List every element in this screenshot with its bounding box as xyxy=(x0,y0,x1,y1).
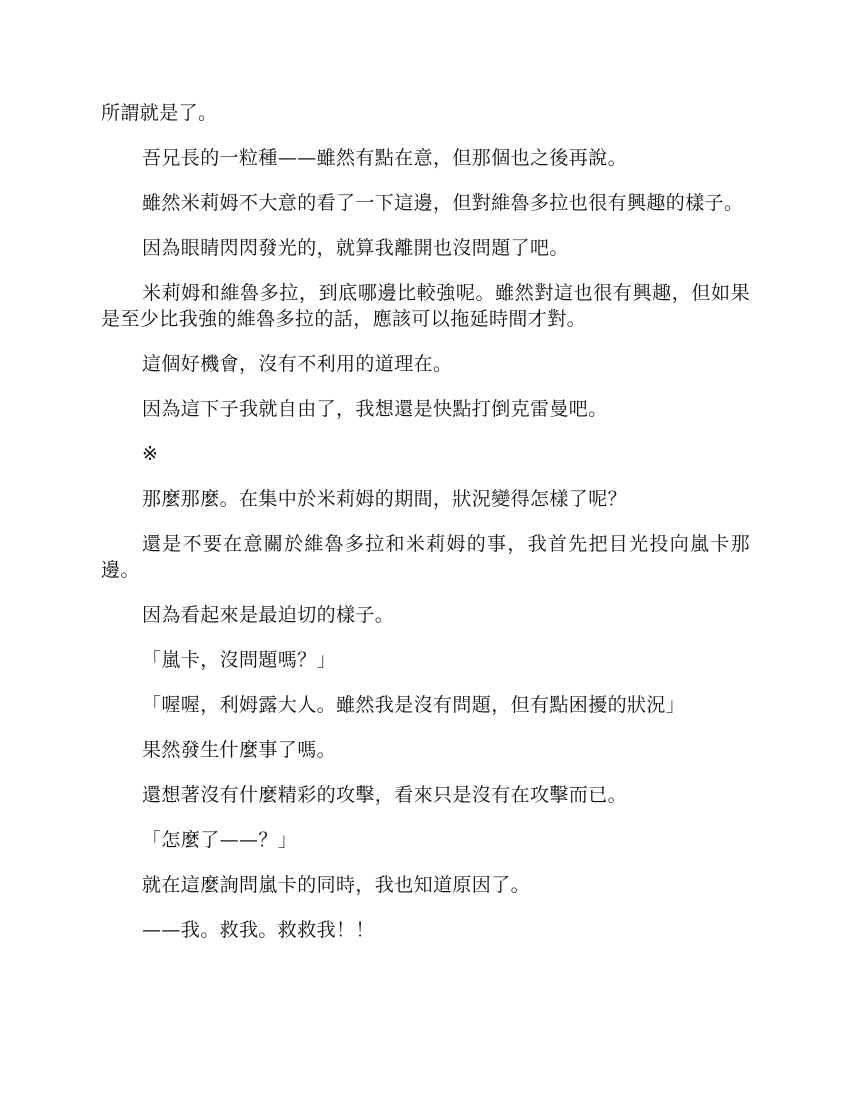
paragraph: 米莉姆和維魯多拉，到底哪邊比較強呢。雖然對這也很有興趣，但如果是至少比我強的維魯多拉的話，應該可以拖延時間才對。 xyxy=(101,282,750,330)
paragraph: 因為看起來是最迫切的樣子。 xyxy=(142,604,395,626)
paragraph: 因為這下子我就自由了，我想還是快點打倒克雷曼吧。 xyxy=(142,398,608,420)
paragraph: 這個好機會，沒有不利用的道理在。 xyxy=(142,353,453,375)
dialogue-line: 「喔喔，利姆露大人。雖然我是沒有問題，但有點困擾的狀況」 xyxy=(142,694,686,716)
dialogue-line: 「嵐卡，沒問題嗎？」 xyxy=(142,649,337,671)
paragraph: ——我。救我。救救我！！ xyxy=(142,919,375,941)
paragraph: 那麼那麼。在集中於米莉姆的期間，狀況變得怎樣了呢？ xyxy=(142,488,628,510)
paragraph: 還是不要在意關於維魯多拉和米莉姆的事，我首先把目光投向嵐卡那邊。 xyxy=(101,533,750,581)
dialogue-line: 「怎麼了——？」 xyxy=(142,829,298,851)
paragraph: 就在這麼詢問嵐卡的同時，我也知道原因了。 xyxy=(142,874,531,896)
paragraph: 所謂就是了。 xyxy=(101,102,218,124)
paragraph: 還想著沒有什麼精彩的攻擊，看來只是沒有在攻擊而已。 xyxy=(142,784,628,806)
section-break-mark: ※ xyxy=(142,443,159,465)
paragraph: 吾兄長的一粒種——雖然有點在意，但那個也之後再說。 xyxy=(142,147,628,169)
paragraph: 因為眼睛閃閃發光的，就算我離開也沒問題了吧。 xyxy=(142,237,569,259)
paragraph: 果然發生什麼事了嗎。 xyxy=(142,739,337,761)
document-body xyxy=(101,100,750,962)
paragraph: 雖然米莉姆不大意的看了一下這邊，但對維魯多拉也很有興趣的樣子。 xyxy=(142,192,744,214)
